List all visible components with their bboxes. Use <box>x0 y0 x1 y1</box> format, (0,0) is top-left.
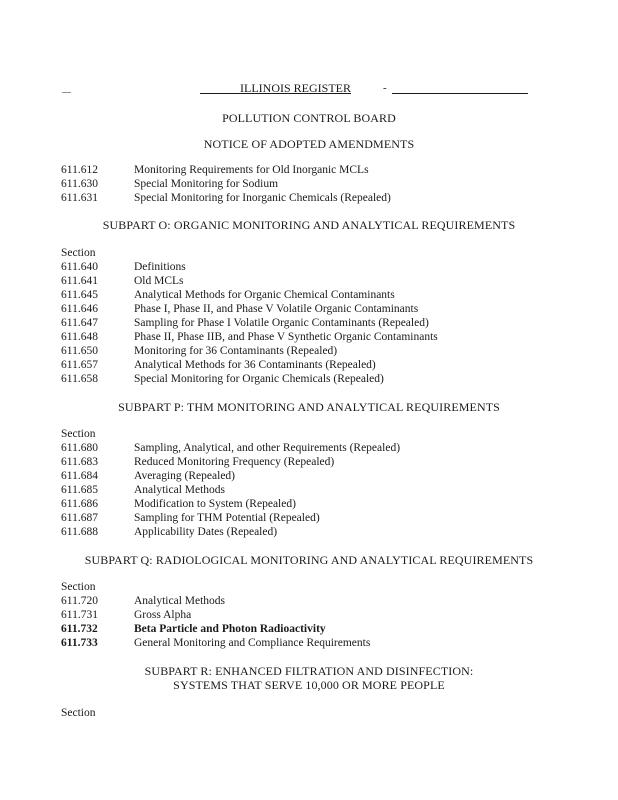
section-label: Section <box>61 247 96 259</box>
section-title: Beta Particle and Photon Radioactivity <box>134 623 326 635</box>
section-number: 611.630 <box>61 178 98 190</box>
notice-title: NOTICE OF ADOPTED AMENDMENTS <box>203 137 415 151</box>
section-number: 611.648 <box>61 331 98 343</box>
section-number: 611.683 <box>61 456 98 468</box>
section-title: Averaging (Repealed) <box>134 470 236 482</box>
register-header <box>0 80 618 96</box>
section-number: 611.680 <box>61 442 98 454</box>
section-title: Monitoring Requirements for Old Inorganic MCLs <box>134 164 369 176</box>
subpart-r-subheading: SYSTEMS THAT SERVE 10,000 OR MORE PEOPLE <box>173 678 445 692</box>
section-number: 611.685 <box>61 484 98 496</box>
section-number: 611.657 <box>61 359 98 371</box>
section-title: Definitions <box>134 261 186 273</box>
header-mark: __ <box>62 84 71 94</box>
section-number: 611.732 <box>61 623 98 635</box>
section-number: 611.720 <box>61 595 98 607</box>
section-title: Applicability Dates (Repealed) <box>134 526 278 538</box>
section-title: Modification to System (Repealed) <box>134 498 296 510</box>
agency-name: POLLUTION CONTROL BOARD <box>222 111 396 125</box>
section-title: Sampling, Analytical, and other Requirements (Repealed) <box>134 442 401 454</box>
section-number: 611.641 <box>61 275 98 287</box>
section-title: Old MCLs <box>134 275 184 287</box>
section-number: 611.733 <box>61 637 98 649</box>
subpart-q-heading: SUBPART Q: RADIOLOGICAL MONITORING AND ANALYTICAL REQUIREMENTS <box>84 553 534 567</box>
section-title: Monitoring for 36 Contaminants (Repealed) <box>134 345 338 357</box>
section-number: 611.646 <box>61 303 98 315</box>
header-dash: - <box>383 82 387 94</box>
section-number: 611.631 <box>61 192 98 204</box>
subpart-p-heading: SUBPART P: THM MONITORING AND ANALYTICAL REQUIREMENTS <box>118 400 500 414</box>
header-rule-right <box>392 93 528 94</box>
section-number: 611.647 <box>61 317 98 329</box>
section-title: Sampling for THM Potential (Repealed) <box>134 512 320 524</box>
section-number: 611.612 <box>61 164 98 176</box>
section-title: Gross Alpha <box>134 609 192 621</box>
section-title: Special Monitoring for Organic Chemicals (Repealed) <box>134 373 384 385</box>
section-number: 611.684 <box>61 470 98 482</box>
section-title: General Monitoring and Compliance Requirements <box>134 637 371 649</box>
section-number: 611.731 <box>61 609 98 621</box>
section-number: 611.658 <box>61 373 98 385</box>
section-title: Analytical Methods for Organic Chemical Contaminants <box>134 289 395 301</box>
section-title: Phase II, Phase IIB, and Phase V Synthetic Organic Contaminants <box>134 331 438 343</box>
subpart-r-heading: SUBPART R: ENHANCED FILTRATION AND DISINFECTION: <box>144 664 474 678</box>
section-number: 611.645 <box>61 289 98 301</box>
section-number: 611.650 <box>61 345 98 357</box>
section-title: Special Monitoring for Inorganic Chemicals (Repealed) <box>134 192 391 204</box>
section-number: 611.686 <box>61 498 98 510</box>
header-rule-left <box>200 93 240 94</box>
subpart-o-heading: SUBPART O: ORGANIC MONITORING AND ANALYTICAL REQUIREMENTS <box>102 218 516 232</box>
section-label: Section <box>61 428 96 440</box>
register-title: ILLINOIS REGISTER <box>240 81 351 95</box>
section-title: Special Monitoring for Sodium <box>134 178 279 190</box>
section-number: 611.640 <box>61 261 98 273</box>
section-title: Phase I, Phase II, and Phase V Volatile Organic Contaminants <box>134 303 419 315</box>
section-title: Analytical Methods <box>134 595 226 607</box>
section-title: Analytical Methods for 36 Contaminants (Repealed) <box>134 359 376 371</box>
section-number: 611.687 <box>61 512 98 524</box>
section-title: Sampling for Phase I Volatile Organic Contaminants (Repealed) <box>134 317 429 329</box>
section-title: Analytical Methods <box>134 484 226 496</box>
section-number: 611.688 <box>61 526 98 538</box>
section-title: Reduced Monitoring Frequency (Repealed) <box>134 456 335 468</box>
section-label: Section <box>61 707 96 719</box>
section-label: Section <box>61 581 96 593</box>
